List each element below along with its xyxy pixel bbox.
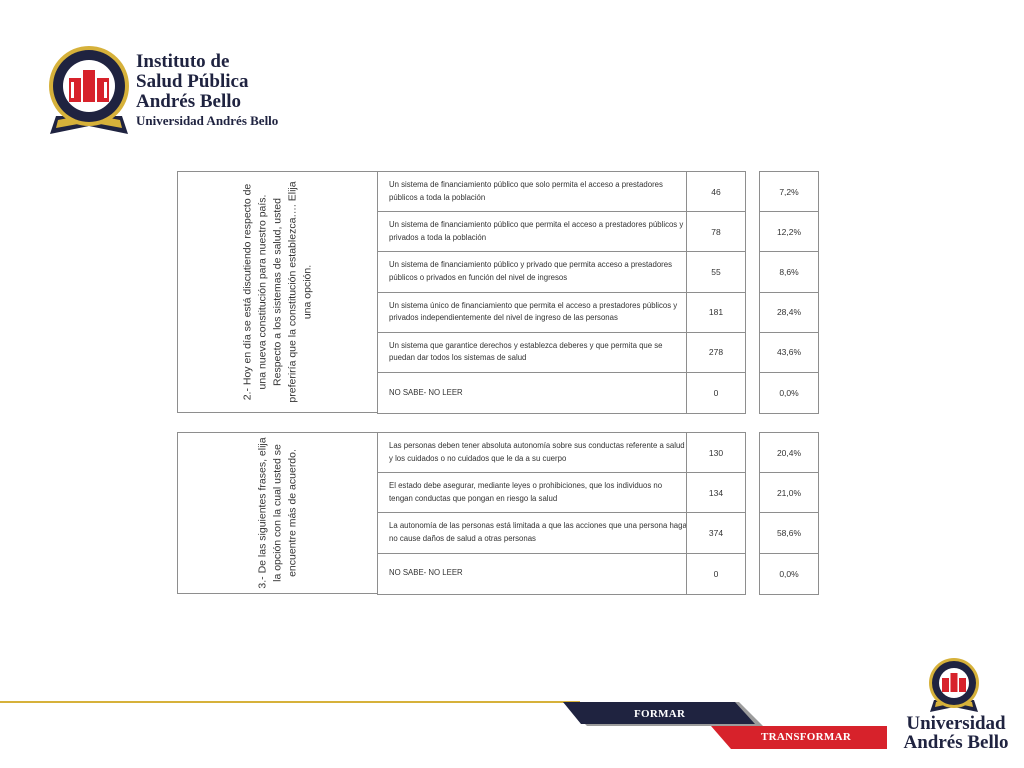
option-count: 130 (686, 433, 745, 472)
university-seal-icon (48, 42, 130, 138)
table-row (378, 252, 745, 292)
question-3-cell (177, 432, 378, 594)
percent-cell: 8,6% (760, 252, 818, 292)
question-3-options (377, 432, 746, 595)
university-name: Universidad Andrés Bello (136, 113, 279, 128)
university-logo (898, 656, 1014, 756)
institute-logo (48, 42, 288, 142)
percent-cell: 43,6% (760, 333, 818, 373)
wordmark-line2: Andrés Bello (903, 732, 1009, 753)
percent-cell: 28,4% (760, 293, 818, 333)
percent-cell: 12,2% (760, 212, 818, 252)
table-row (378, 473, 745, 513)
option-text: Un sistema de financiamiento público que permita el acceso a prestadores públicos y privados a toda la población (389, 220, 684, 242)
formar-banner (563, 702, 763, 726)
university-wordmark (898, 714, 1014, 752)
table-row (378, 554, 745, 594)
institute-name-line1: Instituto de (136, 51, 230, 72)
question-3-percent-column (759, 432, 819, 595)
footer-gold-line (0, 701, 580, 703)
percent-cell: 58,6% (760, 513, 818, 553)
percent-cell: 0,0% (779, 568, 799, 579)
transformar-banner (711, 726, 887, 749)
question-3-text: 3.- De las siguientes frases, elija la opción con la cual usted se encuentre más de acuerdo. (256, 437, 298, 589)
option-text: NO SABE- NO LEER (389, 568, 463, 578)
option-count: 278 (686, 333, 745, 372)
transformar-label: TRANSFORMAR (761, 731, 852, 743)
option-text: Las personas deben tener absoluta autonomía sobre sus conductas referente a salud y los cuidados o no cuidados que le da a su cuerpo (389, 441, 685, 463)
institute-name-line2: Salud Pública (136, 71, 249, 92)
percent-cell: 20,4% (760, 433, 818, 473)
table-row (378, 433, 745, 473)
wordmark-line1: Universidad (906, 713, 1006, 734)
option-count: 134 (686, 473, 745, 512)
option-count: 55 (686, 252, 745, 291)
option-text: Un sistema único de financiamiento que permita el acceso a prestadores públicos y privados independientemente del nivel de ingreso de las personas (389, 300, 678, 323)
table-row (378, 373, 745, 413)
table-row (378, 513, 745, 553)
table-row (378, 172, 745, 212)
option-count: 0 (686, 554, 745, 594)
option-count: 181 (686, 293, 745, 332)
question-2-percent-column (759, 171, 819, 414)
percent-cell: 0,0% (779, 388, 799, 399)
option-text: Un sistema que garantice derechos y establezca deberes y que permita que se puedan dar todos los sistemas de salud (389, 340, 663, 363)
table-row (378, 212, 745, 252)
option-text: NO SABE- NO LEER (389, 387, 463, 397)
option-count: 78 (686, 212, 745, 251)
question-2-cell (177, 171, 378, 413)
option-text: La autonomía de las personas está limitada a que las acciones que una persona haga no cause daños de salud a otras personas (389, 521, 687, 543)
table-row (378, 333, 745, 373)
percent-cell: 21,0% (760, 473, 818, 513)
option-text: Un sistema de financiamiento público y privado que permita acceso a prestadores públicos o privados en función del nivel de ingresos (389, 260, 673, 282)
option-count: 374 (686, 513, 745, 552)
question-2-options (377, 171, 746, 414)
institute-name-line3: Andrés Bello (136, 91, 242, 112)
institute-name (136, 52, 248, 112)
table-row (378, 293, 745, 333)
formar-label: FORMAR (634, 708, 686, 720)
question-2-text: 2.- Hoy en día se está discutiendo respecto de una nueva constitución para nuestro país. Respecto a los sistemas de salud, usted preferiría que la constitución establezca…. Elija una opción. (241, 181, 313, 403)
option-text: El estado debe asegurar, mediante leyes o prohibiciones, que los individuos no tengan conductas que pongan en riesgo la salud (389, 481, 663, 503)
university-seal-icon (926, 656, 982, 714)
option-count: 0 (686, 373, 745, 413)
option-count: 46 (686, 172, 745, 211)
option-text: Un sistema de financiamiento público que solo permita el acceso a prestadores públicos a toda la población (389, 180, 663, 202)
percent-cell: 7,2% (760, 172, 818, 212)
